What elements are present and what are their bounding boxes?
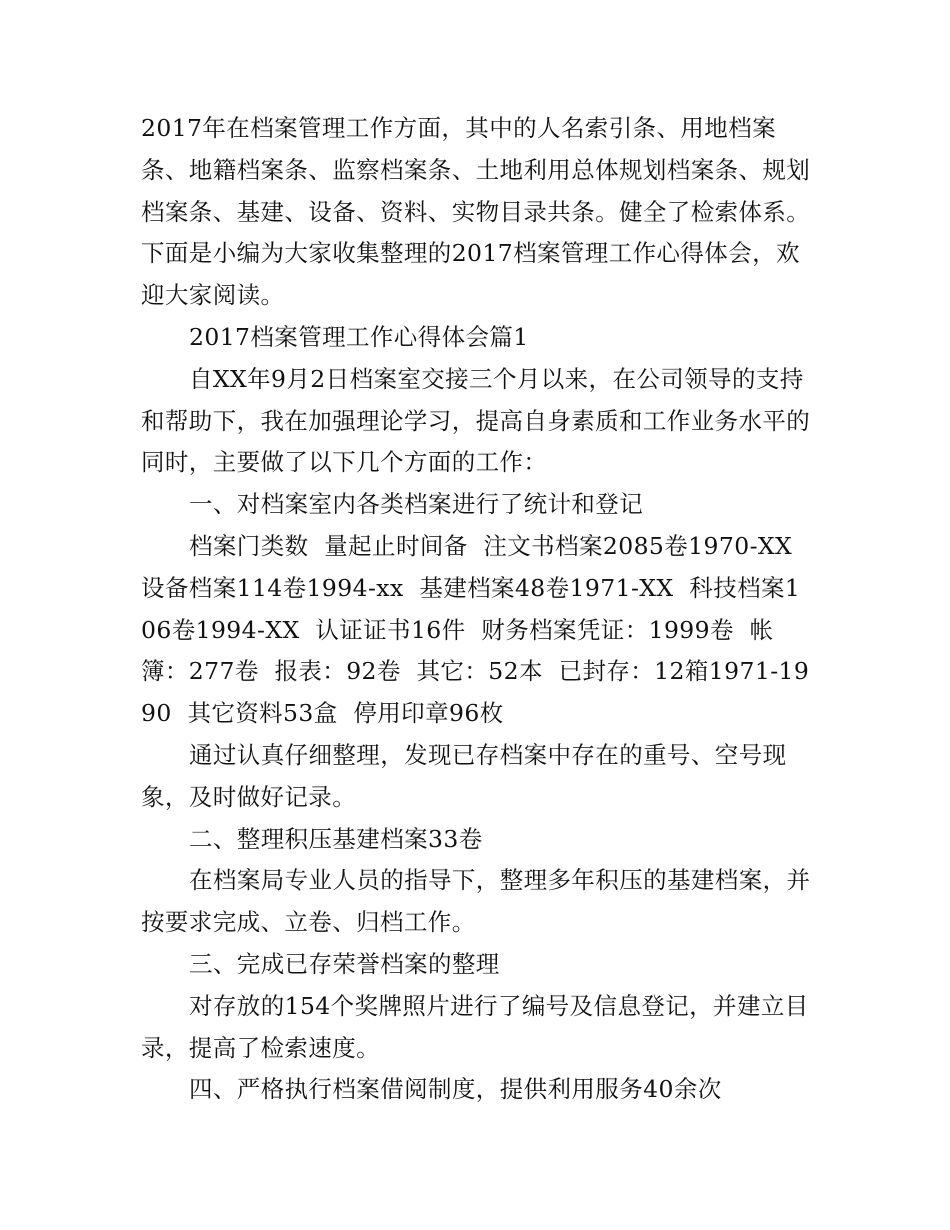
body-paragraph: 对存放的154个奖牌照片进行了编号及信息登记，并建立目录，提高了检索速度。: [141, 991, 809, 1062]
body-paragraph: 在档案局专业人员的指导下，整理多年积压的基建档案，并按要求完成、立卷、归档工作。: [141, 866, 811, 937]
section-heading: 三、完成已存荣誉档案的整理: [189, 949, 500, 978]
section-heading: 四、严格执行档案借阅制度，提供利用服务40余次: [189, 1075, 722, 1104]
section-heading: 一、对档案室内各类档案进行了统计和登记: [189, 490, 644, 519]
body-paragraph: 自XX年9月2日档案室交接三个月以来，在公司领导的支持和帮助下，我在加强理论学习，提高自身素质和工作业务水平的同时，主要做了以下几个方面的工作：: [141, 364, 811, 477]
intro-paragraph: 2017年在档案管理工作方面，其中的人名索引条、用地档案条、地籍档案条、监察档案条、土地利用总体规划档案条、规划档案条、基建、设备、资料、实物目录共条。健全了检索体系。下面是小编为大家收集整理的2017档案管理工作心得体会，欢迎大家阅读。: [141, 114, 811, 310]
section-heading: 二、整理积压基建档案33卷: [189, 824, 483, 853]
body-paragraph: 通过认真仔细整理，发现已存档案中存在的重号、空号现象，及时做好记录。: [141, 740, 787, 811]
section-title: 2017档案管理工作心得体会篇1: [189, 322, 529, 351]
archive-statistics-paragraph: 档案门类数 量起止时间备 注文书档案2085卷1970-XX 设备档案114卷1994-xx 基建档案48卷1971-XX 科技档案106卷1994-XX 认证证书16件 财务档案凭证：1999卷 帐簿：277卷 报表：92卷 其它：52本 已封存：12箱1971-1990 其它资料53盒 停用印章96枚: [141, 531, 810, 728]
document-body: [141, 108, 813, 1111]
